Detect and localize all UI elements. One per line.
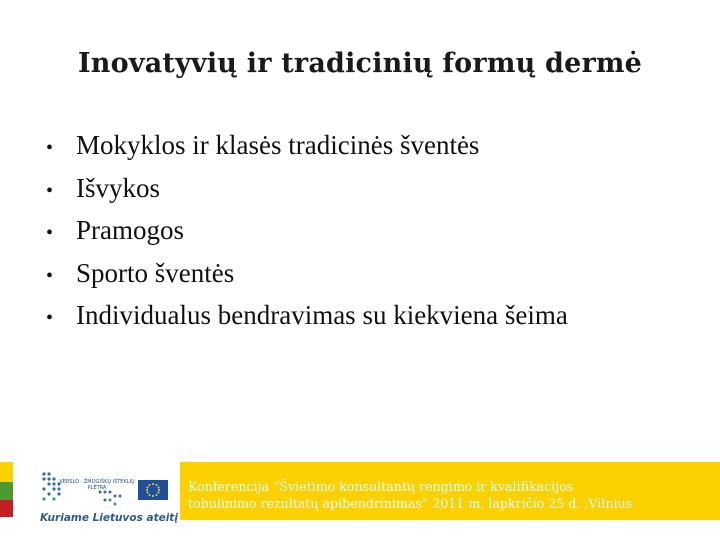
logo-caption: VERSLO · ŽMOGIŠKŲ IŠTEKLIŲ PLĖTRA [59, 479, 135, 491]
flag-stripe-yellow [0, 462, 13, 482]
flag-stripe-green [0, 482, 13, 500]
flag-stripe-red [0, 500, 13, 517]
bullet-marker: • [46, 307, 54, 329]
bullet-text: Sporto šventės [76, 257, 235, 288]
bullet-item [46, 130, 568, 173]
funding-logo [38, 468, 178, 530]
bullet-item [46, 258, 568, 301]
bullet-text: Išvykos [76, 172, 161, 203]
conference-caption-line-2: tobulinimo rezultatų apibendrinimas” 2011 m. lapkričio 25 d. ,Vilnius [188, 496, 633, 511]
bullet-marker: • [46, 179, 54, 202]
bullet-item [46, 300, 568, 343]
bullet-text: Individualus bendravimas su kiekviena šeima [76, 300, 568, 330]
bullet-list [46, 130, 568, 343]
logo-slogan: Kuriame Lietuvos ateitį [40, 512, 178, 524]
conference-caption-line-1: Konferencija “Švietimo konsultantų rengimo ir kvalifikacijos [188, 479, 574, 494]
bullet-item [46, 173, 568, 216]
conference-caption [188, 478, 708, 512]
bullet-text: Mokyklos ir klasės tradicinės šventės [76, 130, 480, 160]
bullet-marker: • [46, 264, 54, 287]
bullet-item [46, 215, 568, 258]
bullet-text: Pramogos [76, 215, 184, 245]
footer-band [180, 462, 720, 520]
bullet-marker: • [46, 222, 54, 244]
bullet-marker: • [46, 137, 54, 159]
footer [0, 462, 720, 540]
eu-flag-icon [138, 480, 168, 500]
slide-title: Inovatyvių ir tradicinių formų dermė [77, 48, 643, 79]
